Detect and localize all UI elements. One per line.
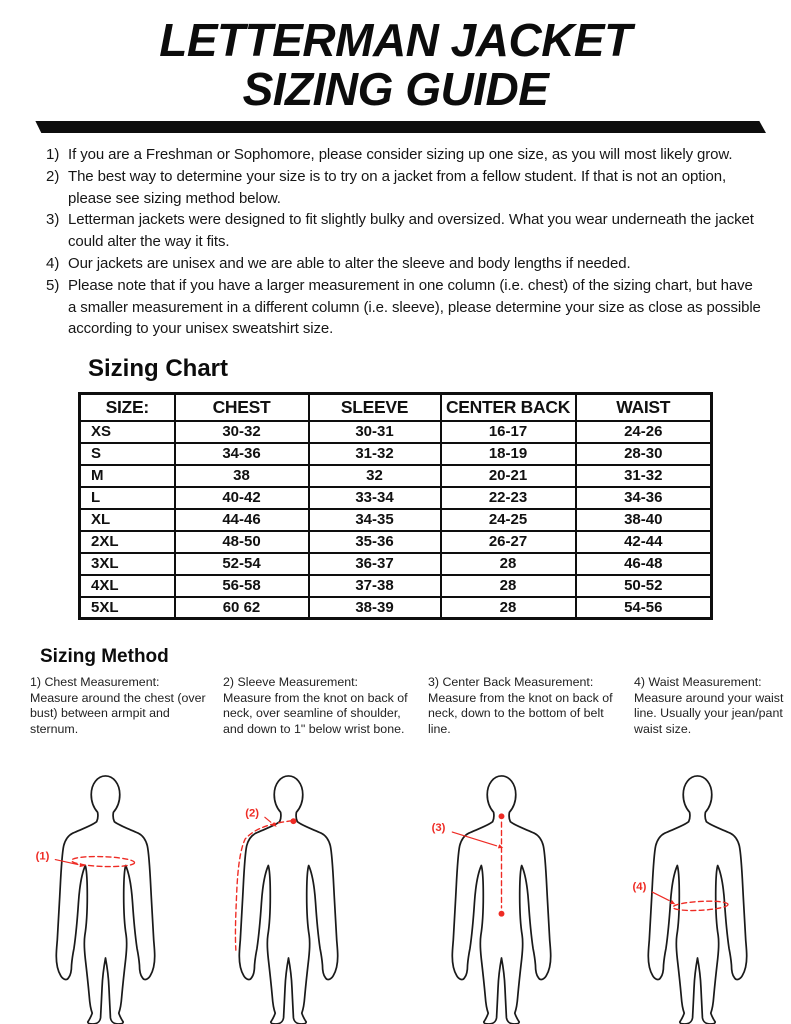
cell-chest: 38	[175, 465, 309, 487]
cell-chest: 34-36	[175, 443, 309, 465]
table-row	[80, 487, 712, 509]
note-text: The best way to determine your size is to try on a jacket from a fellow student. If that is not an option, please see sizing method below.	[68, 167, 727, 207]
sizing-chart-table	[78, 392, 713, 620]
method-description: Measure around the chest (over bust) between armpit and sternum.	[30, 690, 206, 736]
col-header-waist: WAIST	[576, 394, 712, 421]
cell-sleeve: 37-38	[309, 575, 441, 597]
note-number: 5)	[46, 276, 60, 294]
marker-label: (2)	[245, 807, 260, 820]
figure-waist-measurement	[604, 769, 791, 1024]
cell-waist: 34-36	[576, 487, 712, 509]
note-text: Please note that if you have a larger measurement in one column (i.e. chest) of the sizing chart, but have a smaller measurement in a different column (i.e. sleeve), please determine your size as close as possible according to your unisex sweatshirt size.	[68, 276, 761, 338]
marker-label: (3)	[431, 822, 446, 835]
cell-center-back: 28	[441, 575, 576, 597]
page-title	[0, 16, 791, 114]
marker-label: (1)	[35, 850, 50, 863]
neck-knot-dot	[499, 814, 505, 820]
figure-center-back-measurement	[408, 769, 595, 1024]
cell-size: 2XL	[80, 531, 175, 553]
cell-sleeve: 34-35	[309, 509, 441, 531]
method-col-sleeve	[223, 675, 420, 1024]
sizing-method-title: Sizing Method	[40, 646, 169, 668]
cell-sleeve: 38-39	[309, 597, 441, 619]
col-header-chest: CHEST	[175, 394, 309, 421]
note-item	[46, 209, 763, 253]
cell-size: XS	[80, 421, 175, 443]
title-line-2: SIZING GUIDE	[242, 63, 549, 115]
figure-center-back-wrap	[428, 769, 626, 1024]
note-text: If you are a Freshman or Sophomore, please consider sizing up one size, as you will most likely grow.	[68, 146, 733, 163]
belt-line-dot	[499, 911, 505, 917]
cell-center-back: 24-25	[441, 509, 576, 531]
table-row	[80, 597, 712, 619]
cell-sleeve: 35-36	[309, 531, 441, 553]
method-label: 2) Sleeve Measurement:	[223, 675, 358, 690]
cell-size: 5XL	[80, 597, 175, 619]
col-header-center-back: CENTER BACK	[441, 394, 576, 421]
cell-chest: 44-46	[175, 509, 309, 531]
sizing-chart-title: Sizing Chart	[88, 355, 229, 383]
cell-center-back: 26-27	[441, 531, 576, 553]
method-text	[30, 675, 215, 767]
neck-knot-dot	[290, 818, 296, 824]
table-header-row	[80, 394, 712, 421]
note-text: Letterman jackets were designed to fit slightly bulky and oversized. What you wear underneath the jacket could alter the way it fits.	[68, 211, 754, 251]
cell-waist: 31-32	[576, 465, 712, 487]
cell-sleeve: 30-31	[309, 421, 441, 443]
method-text	[634, 675, 784, 767]
cell-center-back: 20-21	[441, 465, 576, 487]
method-col-chest	[30, 675, 215, 1024]
note-item	[46, 144, 763, 166]
cell-chest: 52-54	[175, 553, 309, 575]
figure-chest-wrap	[30, 769, 215, 1024]
cell-chest: 56-58	[175, 575, 309, 597]
figure-sleeve-measurement	[195, 769, 382, 1024]
table-row	[80, 465, 712, 487]
title-divider-rule	[25, 121, 766, 133]
method-col-waist	[634, 675, 784, 1024]
note-number: 3)	[46, 211, 60, 229]
cell-sleeve: 31-32	[309, 443, 441, 465]
table-row	[80, 443, 712, 465]
cell-waist: 24-26	[576, 421, 712, 443]
body-outline-figure	[56, 776, 154, 1024]
note-number: 1)	[46, 146, 60, 163]
table-row	[80, 531, 712, 553]
method-col-center-back	[428, 675, 626, 1024]
table-row	[80, 575, 712, 597]
note-item	[46, 275, 763, 340]
cell-size: XL	[80, 509, 175, 531]
note-number: 2)	[46, 167, 60, 185]
method-text	[428, 675, 626, 767]
cell-size: 4XL	[80, 575, 175, 597]
figure-waist-wrap	[634, 769, 784, 1024]
figure-sleeve-wrap	[223, 769, 420, 1024]
cell-center-back: 28	[441, 597, 576, 619]
cell-waist: 50-52	[576, 575, 712, 597]
note-item	[46, 166, 763, 210]
cell-sleeve: 33-34	[309, 487, 441, 509]
cell-waist: 28-30	[576, 443, 712, 465]
cell-waist: 46-48	[576, 553, 712, 575]
notes-list	[46, 144, 763, 340]
col-header-sleeve: SLEEVE	[309, 394, 441, 421]
cell-chest: 48-50	[175, 531, 309, 553]
marker-leader-line	[265, 817, 271, 822]
cell-size: S	[80, 443, 175, 465]
cell-size: M	[80, 465, 175, 487]
cell-center-back: 28	[441, 553, 576, 575]
table-row	[80, 553, 712, 575]
marker-label: (4)	[632, 881, 647, 894]
note-item	[46, 253, 763, 275]
method-label: 1) Chest Measurement:	[30, 675, 160, 690]
cell-chest: 60 62	[175, 597, 309, 619]
cell-size: 3XL	[80, 553, 175, 575]
method-label: 4) Waist Measurement:	[634, 675, 762, 690]
cell-waist: 42-44	[576, 531, 712, 553]
cell-center-back: 16-17	[441, 421, 576, 443]
sizing-method-grid	[30, 675, 791, 1024]
method-label: 3) Center Back Measurement:	[428, 675, 594, 690]
note-number: 4)	[46, 254, 60, 272]
cell-chest: 40-42	[175, 487, 309, 509]
cell-sleeve: 36-37	[309, 553, 441, 575]
cell-center-back: 18-19	[441, 443, 576, 465]
cell-chest: 30-32	[175, 421, 309, 443]
title-line-1: LETTERMAN JACKET	[159, 14, 632, 66]
cell-waist: 38-40	[576, 509, 712, 531]
method-description: Measure around your waist line. Usually your jean/pant waist size.	[634, 690, 784, 736]
header	[0, 0, 791, 133]
table-row	[80, 421, 712, 443]
cell-sleeve: 32	[309, 465, 441, 487]
method-description: Measure from the knot on back of neck, over seamline of shoulder, and down to 1" below wrist bone.	[223, 690, 408, 736]
table-row	[80, 509, 712, 531]
note-text: Our jackets are unisex and we are able to alter the sleeve and body lengths if needed.	[68, 254, 631, 272]
method-text	[223, 675, 420, 767]
cell-size: L	[80, 487, 175, 509]
col-header-size: SIZE:	[80, 394, 175, 421]
method-description: Measure from the knot on back of neck, down to the bottom of belt line.	[428, 690, 613, 736]
figure-chest-measurement	[12, 769, 199, 1024]
cell-center-back: 22-23	[441, 487, 576, 509]
body-outline-figure	[648, 776, 746, 1024]
cell-waist: 54-56	[576, 597, 712, 619]
